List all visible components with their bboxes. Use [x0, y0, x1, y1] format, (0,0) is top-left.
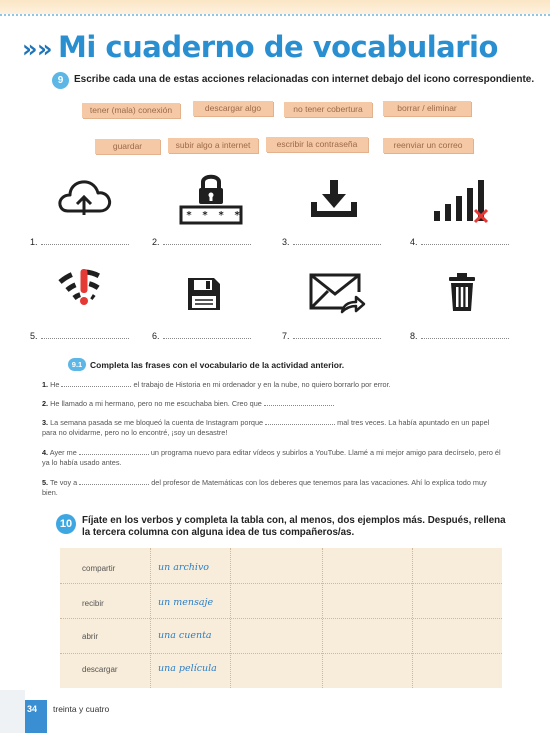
table-example: una película — [158, 663, 217, 674]
table-verb: descargar — [82, 665, 118, 674]
chip-descargar: descargar algo — [193, 101, 273, 116]
exercise-10-instruction: Fíjate en los verbos y completa la tabla con, al menos, dos ejemplos más. Después, rellena la tercera columna con alguna idea de tus compañeros/as. — [82, 515, 506, 538]
chip-no-cobertura: no tener cobertura — [284, 102, 372, 117]
blank-number: 3. — [282, 237, 290, 247]
chip-subir: subir algo a internet — [168, 138, 258, 153]
sentence-gap[interactable] — [265, 418, 335, 425]
sentence-2: 2. He llamado a mi hermano, pero no me escuchaba bien. Creo que — [42, 399, 502, 409]
blank-number: 5. — [30, 331, 38, 341]
sentence-1: 1. He el trabajo de Historia en mi ordenador y en la nube, no quiero borrarlo por error. — [42, 380, 391, 389]
table-example: un mensaje — [158, 597, 214, 608]
chip-reenviar: reenviar un correo — [383, 138, 473, 153]
page-title — [22, 30, 498, 64]
table-example: una cuenta — [158, 630, 212, 641]
sentence-4: 4. Ayer me un programa nuevo para editar vídeos y subirlos a YouTube. Llamé a mi mejor amigo para decírselo, pero él ya lo había usado antes. — [42, 448, 501, 467]
chevrons-icon: »» — [22, 35, 53, 63]
cloud-upload-icon — [54, 177, 114, 219]
page-number: 34 — [27, 704, 38, 714]
page-number-words: treinta y cuatro — [53, 704, 110, 714]
blank-number: 7. — [282, 331, 290, 341]
blank-number: 6. — [152, 331, 160, 341]
blank-4[interactable] — [410, 236, 509, 247]
blank-5[interactable] — [30, 330, 129, 341]
password-asterisks: * * * * — [186, 210, 243, 221]
exercise-9-1-number: 9.1 — [68, 358, 86, 371]
verb-table — [60, 548, 502, 688]
blank-8[interactable] — [410, 330, 509, 341]
blank-7[interactable] — [282, 330, 381, 341]
table-example: un archivo — [158, 562, 210, 573]
chip-tener-conexion: tener (mala) conexión — [82, 103, 180, 118]
sentence-gap[interactable] — [79, 478, 149, 485]
blank-number: 1. — [30, 237, 38, 247]
table-verb: abrir — [82, 632, 99, 641]
chip-borrar: borrar / eliminar — [383, 101, 471, 116]
sentence-gap[interactable] — [264, 399, 334, 406]
wifi-alert-icon — [56, 266, 112, 312]
blank-number: 8. — [410, 331, 418, 341]
sentence-5: 5. Te voy a del profesor de Matemáticas con los deberes que tenemos para las vacaciones. Ahí lo explica todo muy bien. — [42, 478, 487, 497]
blank-1[interactable] — [30, 236, 129, 247]
trash-icon — [447, 272, 477, 312]
blank-3[interactable] — [282, 236, 381, 247]
top-dotted-rule — [0, 14, 550, 16]
blank-number: 2. — [152, 237, 160, 247]
floppy-disk-icon — [186, 276, 222, 312]
blank-6[interactable] — [152, 330, 251, 341]
chip-guardar: guardar — [95, 139, 160, 154]
table-verb: recibir — [82, 599, 104, 608]
download-icon — [310, 178, 358, 218]
blank-2[interactable] — [152, 236, 251, 247]
sentence-gap[interactable] — [79, 448, 149, 455]
blank-number: 4. — [410, 237, 418, 247]
table-verb: compartir — [82, 564, 116, 573]
signal-no-coverage-icon — [432, 176, 492, 224]
exercise-10-number: 10 — [56, 514, 76, 534]
page-spine — [0, 690, 25, 733]
page-title-text: Mi cuaderno de vocabulario — [58, 30, 498, 64]
exercise-9-instruction: Escribe cada una de estas acciones relacionadas con internet debajo del icono correspondiente. — [74, 74, 535, 85]
exercise-9-number: 9 — [52, 72, 69, 89]
top-band — [0, 0, 550, 14]
forward-mail-icon — [308, 272, 366, 316]
sentence-gap[interactable] — [61, 380, 131, 387]
sentence-3: 3. La semana pasada se me bloqueó la cuenta de Instagram porque mal tres veces. La había apuntado en un papel para no olvidarme, pero no lo encontré, ¡soy un desastre! — [42, 418, 490, 437]
exercise-9-1-instruction: Completa las frases con el vocabulario de la actividad anterior. — [90, 360, 345, 370]
chip-contrasena: escribir la contraseña — [266, 137, 368, 152]
